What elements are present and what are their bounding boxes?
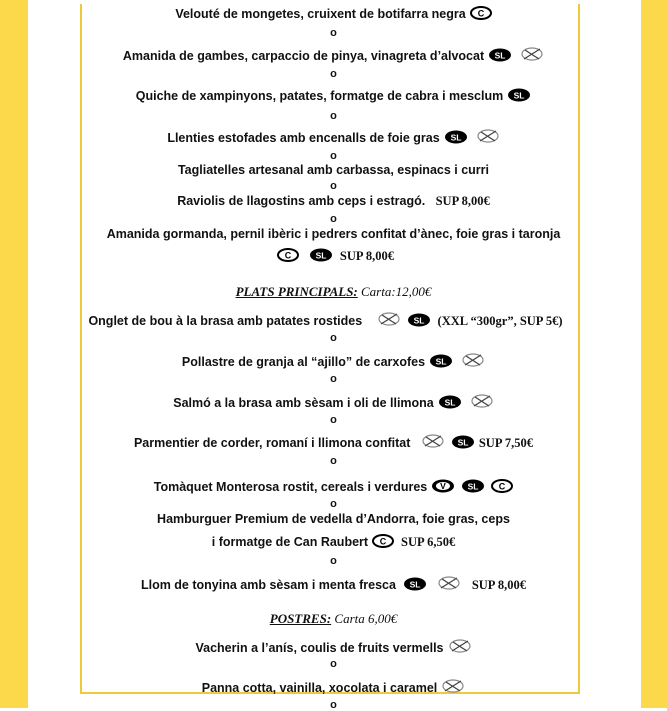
sl-icon [429,354,453,372]
menu-item-starter-5: Tagliatelles artesanal amb carbassa, espinacs i curri [177,163,490,177]
c-icon [470,6,492,24]
svg-text:SL: SL [494,50,506,61]
menu-item-main-6: Hamburguer Premium de vedella d’Andorra, foie gras, ceps [157,512,510,526]
svg-text:SL: SL [435,356,447,367]
price: SUP 8,00€ [339,249,395,263]
sl-icon [507,88,531,106]
svg-text:SL: SL [450,132,462,143]
sl-icon [488,48,512,66]
separator: o [330,68,337,80]
separator: o [330,180,337,192]
separator: o [330,414,337,426]
sl-icon [451,435,475,453]
c-icon [372,534,394,552]
svg-text:SL: SL [513,90,525,101]
sl-icon [403,577,427,595]
menu-item-main-7: Llom de tonyina amb sèsam i menta fresca SL SUP 8,00€ [0,575,667,595]
menu-item-main-1: Onglet de bou à la brasa amb patates rostides SL (XXL “300gr”, SUP 5€) [0,311,659,331]
separator: o [330,699,337,711]
c-icon [491,479,513,497]
menu-item-main-4: Parmentier de corder, romaní i llimona confitat SL SUP 7,50€ [0,433,667,453]
separator: o [330,213,337,225]
separator: o [330,455,337,467]
menu-item-starter-2: Amanida de gambes, carpaccio de pinya, vinagreta d’alvocat SL [0,46,667,66]
menu-item-starter-1: Velouté de mongetes, cruixent de botifarra negra C [0,6,667,24]
separator: o [330,150,337,162]
separator: o [330,555,337,567]
sl-icon [309,248,333,266]
svg-text:SL: SL [409,579,421,590]
svg-text:SL: SL [444,397,456,408]
separator: o [330,332,337,344]
no-gluten-icon [377,311,401,331]
no-gluten-icon [448,638,472,658]
svg-text:C: C [284,250,292,261]
price: SUP 8,00€ [471,578,527,592]
svg-text:C: C [379,536,387,547]
menu-item-starter-4: Llenties estofades amb encenalls de foie gras SL [0,128,667,148]
sl-icon [461,479,485,497]
c-icon [277,248,299,266]
separator: o [330,110,337,122]
separator: o [330,658,337,670]
svg-text:SL: SL [413,315,425,326]
svg-text:SL: SL [457,437,469,448]
svg-text:C: C [498,481,506,492]
section-heading-mains: PLATS PRINCIPALS: Carta:12,00€ [235,284,432,299]
menu-item-main-6-line2: i formatge de Can Raubert C SUP 6,50€ [0,534,667,552]
price: (XXL “300gr”, SUP 5€) [437,314,563,328]
svg-text:V: V [440,481,447,491]
svg-text:C: C [477,8,484,19]
no-gluten-icon [421,433,445,453]
no-gluten-icon [520,46,544,66]
separator: o [330,498,337,510]
svg-text:SL: SL [467,481,479,492]
price: SUP 7,50€ [478,436,534,450]
price: SUP 6,50€ [401,535,456,549]
menu-item-starter-3: Quiche de xampinyons, patates, formatge de cabra i mesclum SL [0,88,667,106]
sl-icon [407,313,431,331]
no-gluten-icon [437,575,461,595]
menu-item-main-3: Salmó a la brasa amb sèsam i oli de llimona SL [0,393,667,413]
separator: o [330,373,337,385]
menu-item-dessert-2: Panna cotta, vainilla, xocolata i caramel [0,678,667,698]
section-heading-desserts: POSTRES: Carta 6,00€ [269,611,398,626]
price: SUP 8,00€ [435,194,490,208]
sl-icon [444,130,468,148]
no-gluten-icon [441,678,465,698]
no-gluten-icon [476,128,500,148]
separator: o [330,27,337,39]
menu-item-main-5: Tomàquet Monterosa rostit, cereals i verdures V SL C [0,479,667,497]
svg-text:SL: SL [315,250,327,261]
menu-item-dessert-1: Vacherin a l’anís, coulis de fruits vermells [0,638,667,658]
no-gluten-icon [461,352,485,372]
menu-item-main-2: Pollastre de granja al “ajillo” de carxofes SL [0,352,667,372]
v-icon [431,479,455,497]
menu-item-starter-7-icons [0,248,667,266]
sl-icon [438,395,462,413]
no-gluten-icon [470,393,494,413]
menu-item-starter-6: Raviolis de llagostins amb ceps i estragó. SUP 8,00€ [177,194,490,208]
menu-item-starter-7: Amanida gormanda, pernil ibèric i pedrers confitat d’ànec, foie gras i taronja [106,227,561,241]
